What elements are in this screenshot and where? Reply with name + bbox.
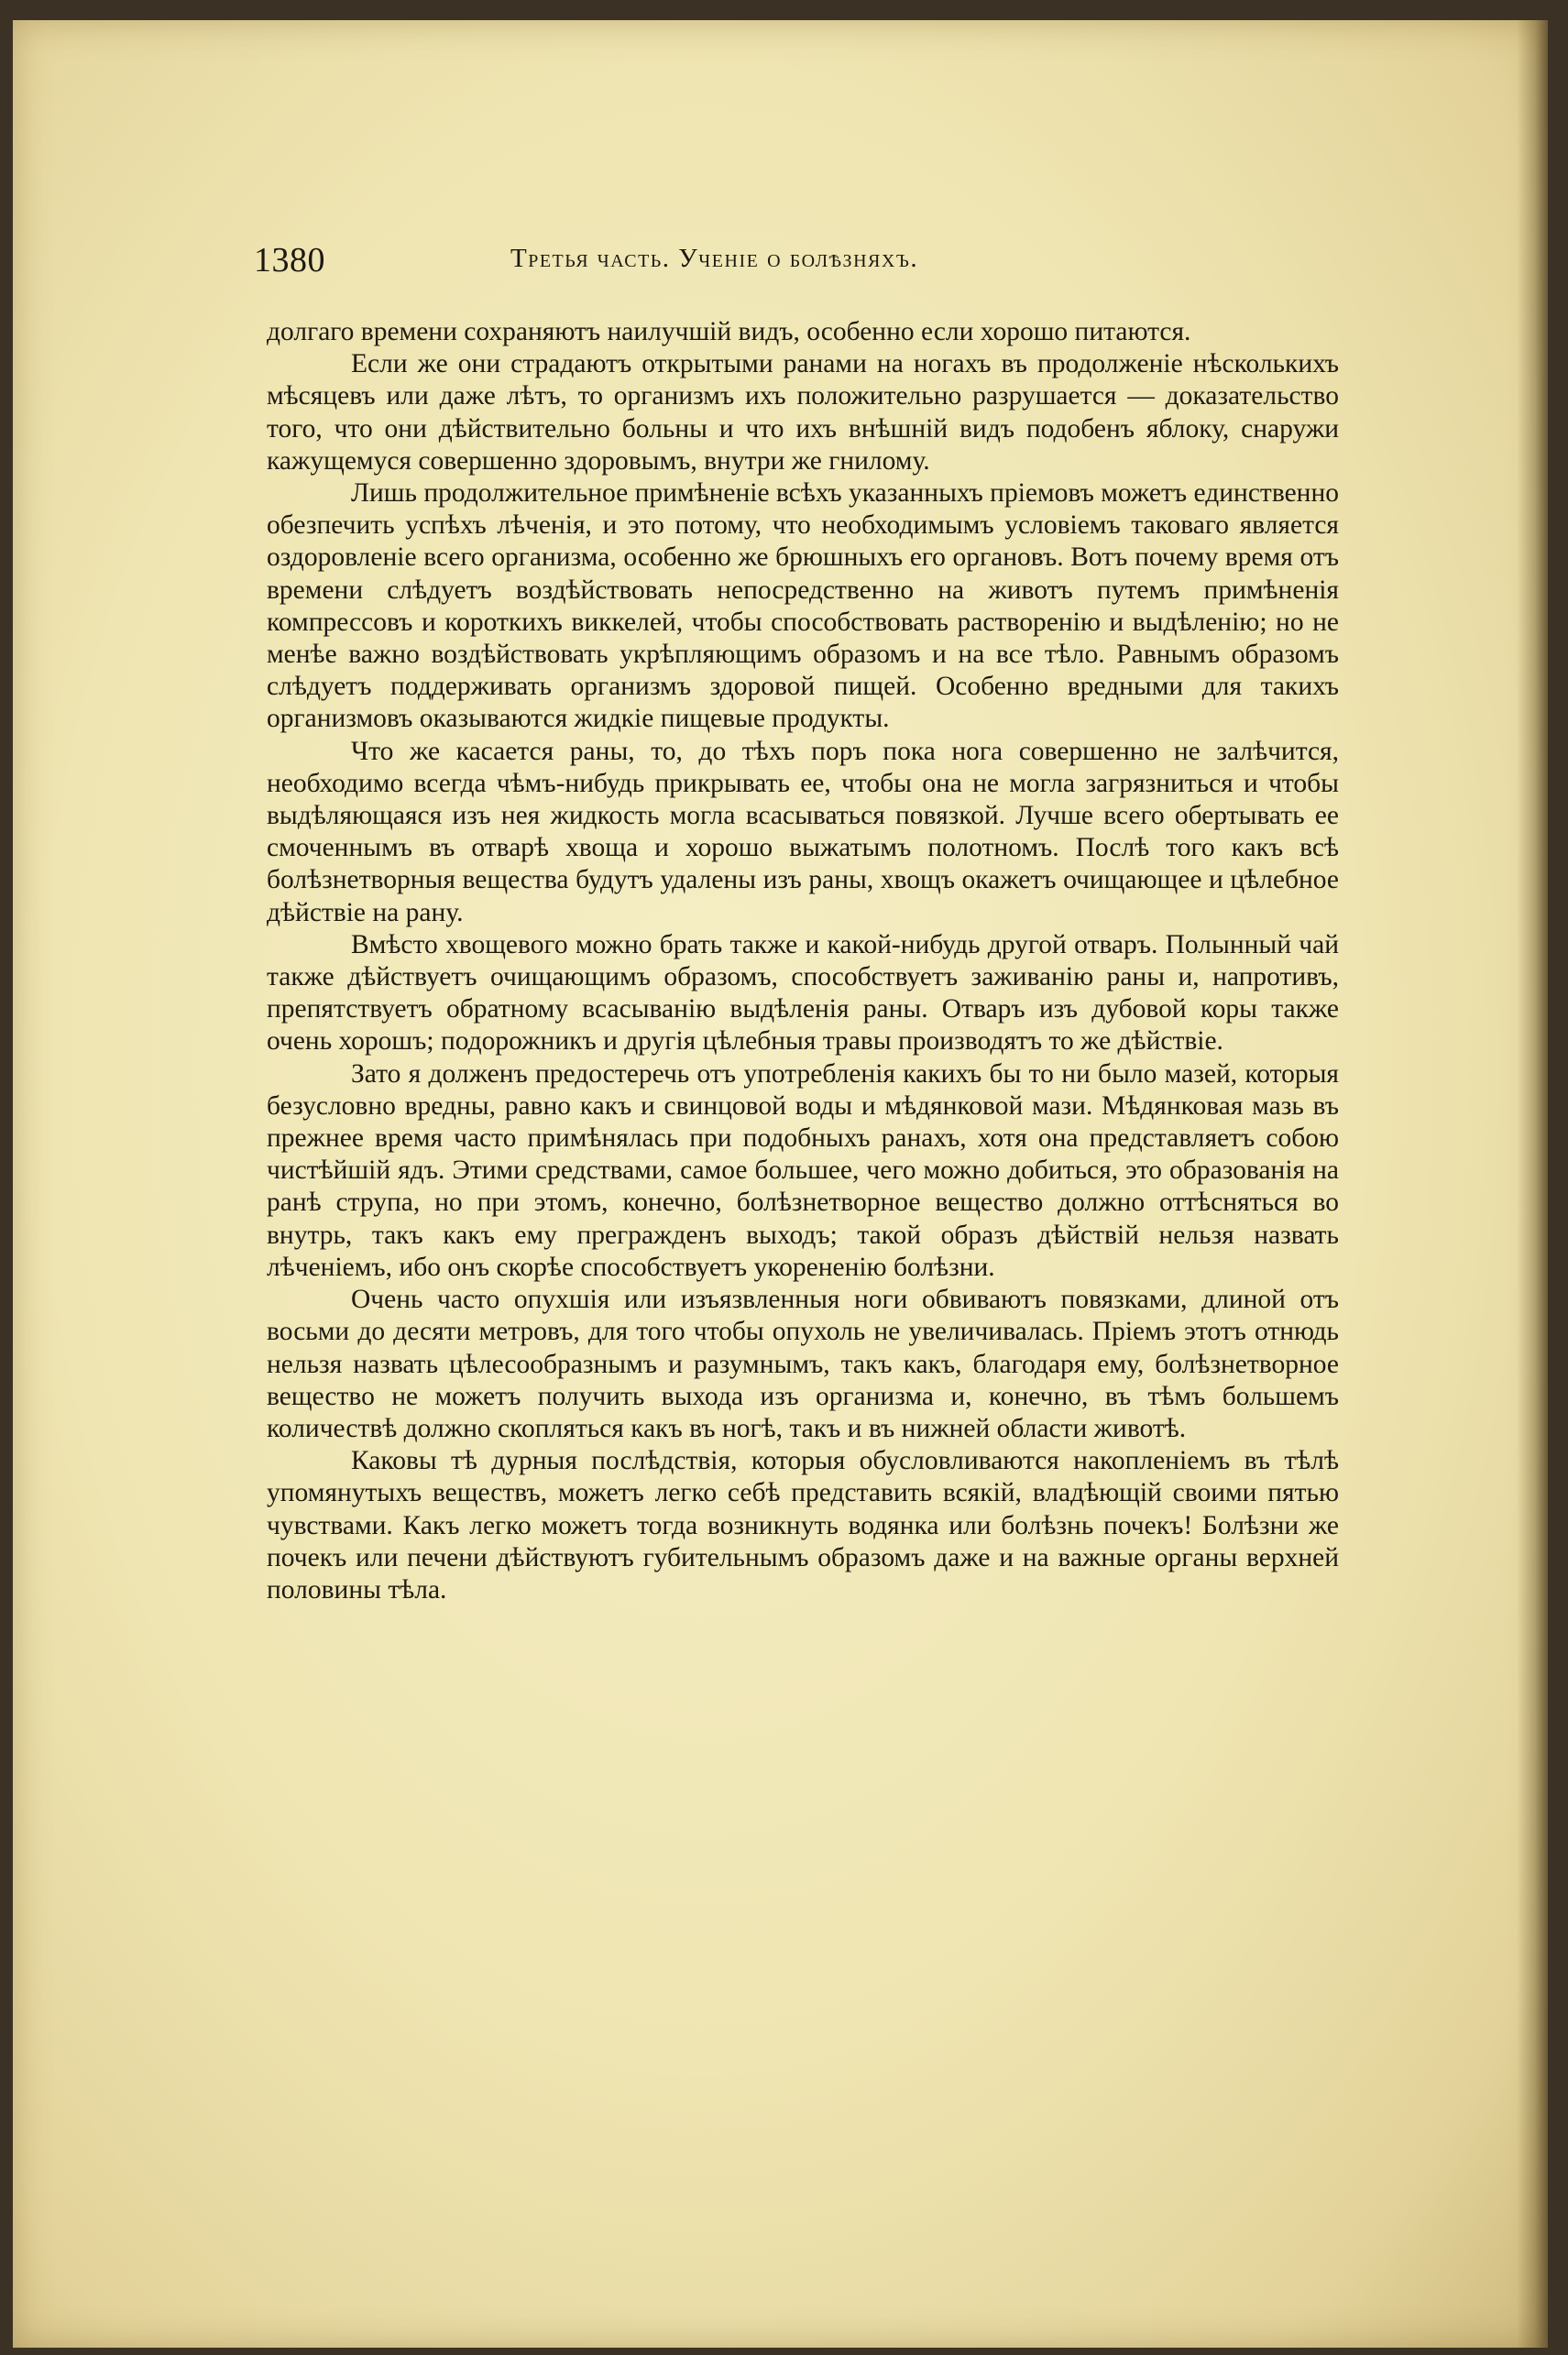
paragraph: Каковы тѣ дурныя послѣдствія, которыя обусловливаются накопленіемъ въ тѣлѣ упомянутыхъ веществъ, можетъ легко себѣ представить всякій, владѣющій своими пятью чувствами. Какъ легко можетъ тогда возникнуть водянка или болѣзнь почекъ! Болѣзни же почекъ или печени дѣйствуютъ губительнымъ образомъ даже и на важные органы верхней половины тѣла. <box>267 1446 1339 1605</box>
paragraph: Вмѣсто хвощевого можно брать также и какой-нибудь другой отваръ. Полынный чай также дѣйствуетъ очищающимъ образомъ, способствуетъ заживанію раны и, напротивъ, препятствуетъ обратному всасыванію выдѣленія раны. Отваръ изъ дубовой коры также очень хорошъ; подорожникъ и другія цѣлебныя травы производятъ то же дѣйствіе. <box>267 929 1339 1057</box>
paragraph: Если же они страдаютъ открытыми ранами на ногахъ въ продолженіе нѣсколькихъ мѣсяцевъ или даже лѣтъ, то организмъ ихъ положительно разрушается — доказательство того, что они дѣйствительно больны и что ихъ внѣшній видъ подобенъ яблоку, снаружи кажущемуся совершенно здоровымъ, внутри же гнилому. <box>267 349 1339 476</box>
body-text <box>267 316 1339 1606</box>
paragraph: Что же касается раны, то, до тѣхъ поръ пока нога совершенно не залѣчится, необходимо всегда чѣмъ-нибудь прикрывать ее, чтобы она не могла загрязниться и чтобы выдѣляющаяся изъ нея жидкость могла всасываться повязкой. Лучше всего обертывать ее смоченнымъ въ отварѣ хвоща и хорошо выжатымъ полотномъ. Послѣ того какъ всѣ болѣзнетворныя вещества будутъ удалены изъ раны, хвощъ окажетъ очищающее и цѣлебное дѣйствіе на рану. <box>267 736 1339 927</box>
page-edge-shadow <box>1517 20 1548 2348</box>
page-header <box>254 240 1326 286</box>
page-number: 1380 <box>254 241 325 279</box>
paragraph: Зато я долженъ предостеречь отъ употребленія какихъ бы то ни было мазей, которыя безусловно вредны, равно какъ и свинцовой воды и мѣдянковой мази. Мѣдянковая мазь въ прежнее время часто примѣнялась при подобныхъ ранахъ, хотя она представляетъ собою чистѣйшій ядъ. Этими средствами, самое большее, чего можно добиться, это образованія на ранѣ струпа, но при этомъ, конечно, болѣзнетворное вещество должно оттѣсняться во внутрь, такъ какъ ему прегражденъ выходъ; такой образъ дѣйствій нельзя назвать лѣченіемъ, ибо онъ скорѣе способствуетъ укорененію болѣзни. <box>267 1058 1339 1282</box>
paragraph: долгаго времени сохраняютъ наилучшій видъ, особенно если хорошо питаются. <box>267 317 1191 346</box>
running-title: Третья часть. Ученіе о болѣзняхъ. <box>510 244 919 273</box>
paragraph: Очень часто опухшія или изъязвленныя ноги обвиваютъ повязками, длиной отъ восьми до десяти метровъ, для того чтобы опухоль не увеличивалась. Пріемъ этотъ отнюдь нельзя назвать цѣлесообразнымъ и разумнымъ, такъ какъ, благодаря ему, болѣзнетворное вещество не можетъ получить выхода изъ организма и, конечно, въ тѣмъ большемъ количествѣ должно скопляться какъ въ ногѣ, такъ и въ нижней области животѣ. <box>267 1285 1339 1443</box>
paragraph: Лишь продолжительное примѣненіе всѣхъ указанныхъ пріемовъ можетъ единственно обезпечить успѣхъ лѣченія, и это потому, что необходимымъ условіемъ таковаго является оздоровленіе всего организма, особенно же брюшныхъ его органовъ. Вотъ почему время отъ времени слѣдуетъ воздѣйствовать непосредственно на животъ путемъ примѣненія компрессовъ и короткихъ виккелей, чтобы способствовать раствoренію и выдѣленію; но не менѣе важно воздѣйствовать укрѣпляющимъ образомъ и на все тѣло. Равнымъ образомъ слѣдуетъ поддерживать организмъ здоровой пищей. Особенно вредными для такихъ организмовъ оказываются жидкіе пищевые продукты. <box>267 478 1339 734</box>
